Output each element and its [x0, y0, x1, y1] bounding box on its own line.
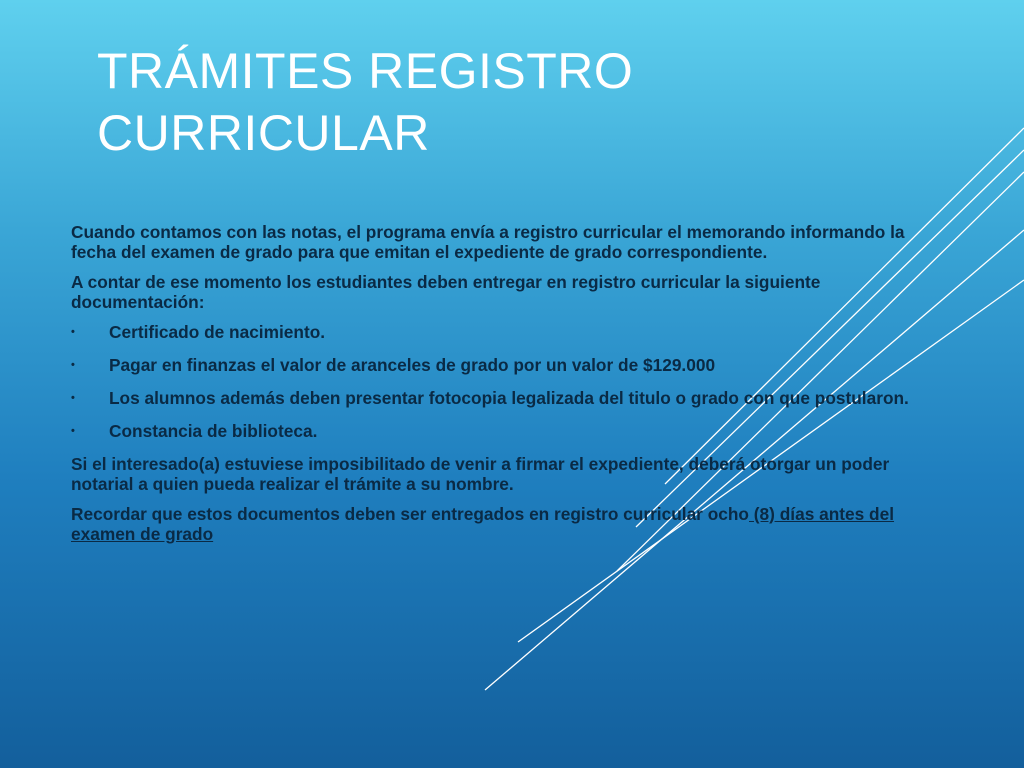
- bullet-icon: •: [71, 392, 75, 404]
- slide-body: [71, 222, 951, 554]
- list-item-text: Los alumnos además deben presentar fotocopia legalizada del titulo o grado con que postularon.: [109, 388, 909, 408]
- list-item-text: Pagar en finanzas el valor de aranceles de grado por un valor de $129.000: [109, 355, 716, 375]
- list-item: [71, 421, 951, 441]
- reminder-text: Recordar que estos documentos deben ser entregados en registro curricular ocho: [71, 504, 749, 524]
- list-item-text: Constancia de biblioteca.: [109, 421, 318, 441]
- slide-title: [97, 40, 857, 164]
- closing-paragraph: Si el interesado(a) estuviese imposibilitado de venir a firmar el expediente, deberá otorgar un poder notarial a quien pueda realizar el trámite a su nombre.: [71, 454, 890, 494]
- bullet-icon: •: [71, 326, 75, 338]
- list-item: [71, 388, 951, 408]
- slide-title-line-1: TRÁMITES REGISTRO: [97, 43, 634, 99]
- bullet-icon: •: [71, 425, 75, 437]
- documentation-paragraph: A contar de ese momento los estudiantes deben entregar en registro curricular la siguiente documentación:: [71, 272, 821, 312]
- requirements-list: [71, 322, 951, 441]
- slide-title-line-2: CURRICULAR: [97, 105, 430, 161]
- reminder-paragraph: [71, 504, 951, 544]
- list-item-text: Certificado de nacimiento.: [109, 322, 326, 342]
- intro-paragraph: Cuando contamos con las notas, el programa envía a registro curricular el memorando informando la fecha del examen de grado para que emitan el expediente de grado correspondiente.: [71, 222, 905, 262]
- list-item: [71, 322, 951, 342]
- reminder-deadline: (8) días antes del examen de grado: [71, 504, 895, 544]
- bullet-icon: •: [71, 359, 75, 371]
- list-item: [71, 355, 951, 375]
